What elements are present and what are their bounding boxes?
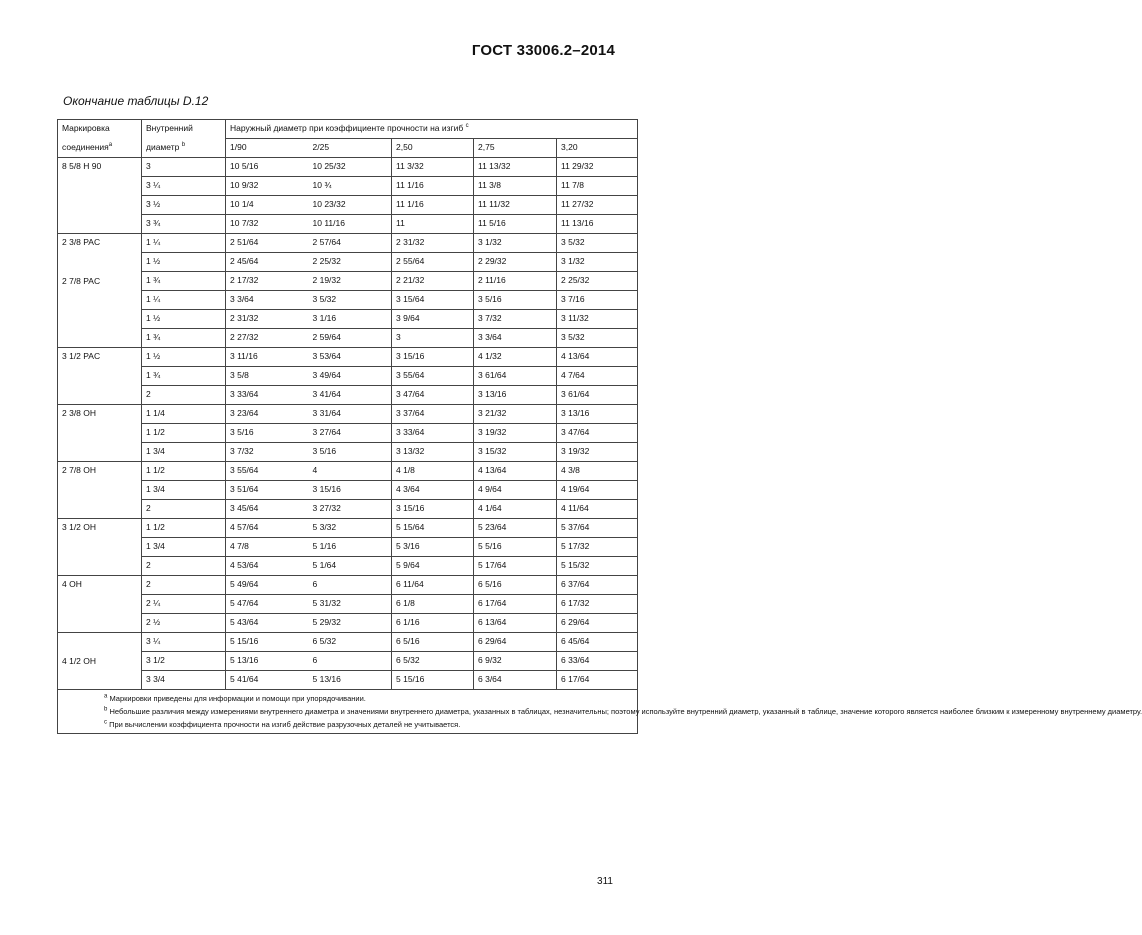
outer-diameter-cell: 5 5/16 (474, 538, 557, 557)
outer-diameter-cell: 4 (309, 462, 392, 481)
outer-diameter-cell: 3 15/16 (392, 500, 474, 519)
outer-diameter-cell: 2 55/64 (392, 253, 474, 272)
connection-label: 3 1/2 OH (58, 519, 142, 576)
outer-diameter-cell: 3 5/16 (309, 443, 392, 462)
outer-diameter-cell: 3 33/64 (392, 424, 474, 443)
outer-diameter-cell: 3 1/32 (557, 253, 638, 272)
table-row (58, 595, 638, 614)
outer-diameter-cell: 10 7/32 (226, 215, 309, 234)
footnotes (58, 690, 1142, 734)
table-row (58, 462, 638, 481)
table-row (58, 158, 638, 177)
outer-diameter-cell: 4 13/64 (557, 348, 638, 367)
outer-diameter-cell: 3 49/64 (309, 367, 392, 386)
connection-label: 4 OH (58, 576, 142, 633)
outer-diameter-cell: 4 11/64 (557, 500, 638, 519)
table-row (58, 291, 638, 310)
table-row (58, 196, 638, 215)
outer-diameter-cell: 10 9/32 (226, 177, 309, 196)
outer-diameter-cell: 3 3/64 (474, 329, 557, 348)
outer-diameter-cell: 3 7/32 (474, 310, 557, 329)
inner-diameter-cell: 3 ½ (142, 196, 226, 215)
outer-diameter-cell: 6 9/32 (474, 652, 557, 671)
outer-diameter-cell: 5 23/64 (474, 519, 557, 538)
outer-diameter-cell: 10 ¾ (309, 177, 392, 196)
outer-diameter-cell: 2 59/64 (309, 329, 392, 348)
col-mark-header: Маркировка (58, 120, 142, 139)
table-row (58, 310, 638, 329)
outer-diameter-cell: 3 37/64 (392, 405, 474, 424)
outer-diameter-cell: 3 55/64 (392, 367, 474, 386)
outer-diameter-cell: 5 17/32 (557, 538, 638, 557)
outer-diameter-cell: 6 (309, 652, 392, 671)
outer-diameter-cell: 6 (309, 576, 392, 595)
inner-diameter-cell: 2 (142, 576, 226, 595)
outer-diameter-cell: 2 25/32 (557, 272, 638, 291)
table-row (58, 652, 638, 671)
outer-diameter-cell: 6 37/64 (557, 576, 638, 595)
outer-diameter-cell: 3 31/64 (309, 405, 392, 424)
outer-diameter-cell: 3 41/64 (309, 386, 392, 405)
outer-diameter-cell: 5 31/32 (309, 595, 392, 614)
outer-diameter-cell: 6 17/64 (474, 595, 557, 614)
outer-diameter-cell: 4 13/64 (474, 462, 557, 481)
inner-diameter-cell: 1 ½ (142, 310, 226, 329)
outer-diameter-cell: 5 9/64 (392, 557, 474, 576)
outer-diameter-cell: 5 49/64 (226, 576, 309, 595)
inner-diameter-cell: 1 ¼ (142, 291, 226, 310)
table-row (58, 386, 638, 405)
table-row (58, 253, 638, 272)
outer-diameter-cell: 6 5/16 (474, 576, 557, 595)
outer-diameter-cell: 2 31/32 (392, 234, 474, 253)
table-row (58, 177, 638, 196)
outer-diameter-cell: 4 9/64 (474, 481, 557, 500)
inner-diameter-cell: 1 ¾ (142, 329, 226, 348)
factor-header: 1/90 (226, 139, 309, 158)
outer-diameter-cell: 5 15/16 (392, 671, 474, 690)
table-row (58, 405, 638, 424)
outer-diameter-cell: 3 15/16 (309, 481, 392, 500)
inner-diameter-cell: 1 1/2 (142, 424, 226, 443)
outer-diameter-cell: 6 29/64 (557, 614, 638, 633)
outer-diameter-cell: 5 41/64 (226, 671, 309, 690)
outer-diameter-cell: 6 11/64 (392, 576, 474, 595)
inner-diameter-cell: 3 ¼ (142, 177, 226, 196)
table-row (58, 367, 638, 386)
outer-diameter-cell: 3 5/8 (226, 367, 309, 386)
table-row (58, 633, 638, 652)
inner-diameter-cell: 1 ¾ (142, 272, 226, 291)
outer-diameter-cell: 5 13/16 (309, 671, 392, 690)
outer-diameter-cell: 3 23/64 (226, 405, 309, 424)
outer-diameter-cell: 10 5/16 (226, 158, 309, 177)
inner-diameter-cell: 1 ¾ (142, 367, 226, 386)
outer-diameter-cell: 2 31/32 (226, 310, 309, 329)
outer-diameter-cell: 5 13/16 (226, 652, 309, 671)
inner-diameter-cell: 1 ¼ (142, 234, 226, 253)
table-row (58, 481, 638, 500)
inner-diameter-cell: 1 1/4 (142, 405, 226, 424)
outer-diameter-cell: 5 43/64 (226, 614, 309, 633)
table-row (58, 671, 638, 690)
inner-diameter-cell: 2 ¼ (142, 595, 226, 614)
table-row (58, 500, 638, 519)
connection-label: 3 1/2 PAC (58, 348, 142, 405)
outer-diameter-cell: 3 15/32 (474, 443, 557, 462)
outer-diameter-cell: 6 45/64 (557, 633, 638, 652)
outer-diameter-cell: 10 11/16 (309, 215, 392, 234)
outer-diameter-cell: 6 33/64 (557, 652, 638, 671)
outer-diameter-cell: 3 15/64 (392, 291, 474, 310)
connection-label: 8 5/8 H 90 (58, 158, 142, 234)
outer-diameter-cell: 11 5/16 (474, 215, 557, 234)
outer-diameter-cell: 3 5/16 (474, 291, 557, 310)
outer-diameter-cell: 4 7/64 (557, 367, 638, 386)
table-row (58, 215, 638, 234)
outer-diameter-cell: 5 37/64 (557, 519, 638, 538)
outer-diameter-cell: 3 1/32 (474, 234, 557, 253)
outer-diameter-cell: 3 5/32 (557, 234, 638, 253)
outer-diameter-cell: 3 19/32 (474, 424, 557, 443)
outer-diameter-cell: 3 5/16 (226, 424, 309, 443)
col-inner-header: Внутренний (142, 120, 226, 139)
outer-diameter-cell: 3 13/32 (392, 443, 474, 462)
table-row (58, 614, 638, 633)
standard-code: ГОСТ 33006.2–2014 (471, 42, 615, 59)
outer-diameter-cell: 3 53/64 (309, 348, 392, 367)
inner-diameter-cell: 1 3/4 (142, 481, 226, 500)
outer-diameter-cell: 3 21/32 (474, 405, 557, 424)
outer-diameter-cell: 3 9/64 (392, 310, 474, 329)
outer-diameter-cell: 3 (392, 329, 474, 348)
inner-diameter-cell: 1 3/4 (142, 538, 226, 557)
outer-diameter-cell: 11 3/32 (392, 158, 474, 177)
outer-diameter-cell: 2 57/64 (309, 234, 392, 253)
outer-diameter-cell: 5 15/64 (392, 519, 474, 538)
outer-diameter-cell: 5 1/64 (309, 557, 392, 576)
col-outer-header: Наружный диаметр при коэффициенте прочности на изгиб $^c$ (226, 120, 638, 139)
outer-diameter-cell: 5 47/64 (226, 595, 309, 614)
footnote-b: $^b$ Небольшие различия между измерениями внутреннего диаметра и значениями внутреннего диаметра, указанных в таблицах, незначительны; поэтому используйте внутренний диаметр, указанный в таблице, значение которого является наиболее близким к измеренному внутреннему диаметру. (104, 706, 1142, 716)
outer-diameter-cell: 3 1/16 (309, 310, 392, 329)
table-row (58, 424, 638, 443)
outer-diameter-cell: 6 1/16 (392, 614, 474, 633)
outer-diameter-cell: 4 1/64 (474, 500, 557, 519)
outer-diameter-cell: 3 19/32 (557, 443, 638, 462)
table-row (58, 272, 638, 291)
outer-diameter-cell: 6 5/32 (392, 652, 474, 671)
outer-diameter-cell: 11 11/32 (474, 196, 557, 215)
outer-diameter-cell: 10 25/32 (309, 158, 392, 177)
table-row (58, 234, 638, 253)
table-row (58, 519, 638, 538)
outer-diameter-cell: 3 47/64 (557, 424, 638, 443)
col-inner-header-line2: диаметр $^b$ (142, 139, 226, 158)
outer-diameter-cell: 11 1/16 (392, 196, 474, 215)
outer-diameter-cell: 3 7/32 (226, 443, 309, 462)
footnote-c: $^c$ При вычислении коэффициента прочности на изгиб действие разрузочных деталей не учитывается. (104, 719, 461, 729)
inner-diameter-cell: 1 ½ (142, 348, 226, 367)
outer-diameter-cell: 3 55/64 (226, 462, 309, 481)
outer-diameter-cell: 2 11/16 (474, 272, 557, 291)
outer-diameter-cell: 3 7/16 (557, 291, 638, 310)
inner-diameter-cell: 1 1/2 (142, 462, 226, 481)
outer-diameter-cell: 6 1/8 (392, 595, 474, 614)
outer-diameter-cell: 3 5/32 (557, 329, 638, 348)
outer-diameter-cell: 3 33/64 (226, 386, 309, 405)
outer-diameter-cell: 11 7/8 (557, 177, 638, 196)
factor-header: 2,50 (392, 139, 474, 158)
connection-label: 2 3/8 OH (58, 405, 142, 462)
inner-diameter-cell: 3 ¼ (142, 633, 226, 652)
factor-header: 3,20 (557, 139, 638, 158)
outer-diameter-cell: 3 51/64 (226, 481, 309, 500)
footnote-a: $^a$ Маркировки приведены для информации и помощи при упорядочивании. (104, 693, 366, 703)
outer-diameter-cell: 3 27/64 (309, 424, 392, 443)
outer-diameter-cell: 3 5/32 (309, 291, 392, 310)
outer-diameter-cell: 11 27/32 (557, 196, 638, 215)
outer-diameter-cell: 5 3/32 (309, 519, 392, 538)
inner-diameter-cell: 2 (142, 557, 226, 576)
outer-diameter-cell: 4 19/64 (557, 481, 638, 500)
outer-diameter-cell: 2 25/32 (309, 253, 392, 272)
outer-diameter-cell: 3 47/64 (392, 386, 474, 405)
outer-diameter-cell: 6 5/32 (309, 633, 392, 652)
outer-diameter-cell: 11 13/16 (557, 215, 638, 234)
factor-header: 2/25 (309, 139, 392, 158)
outer-diameter-cell: 6 5/16 (392, 633, 474, 652)
outer-diameter-cell: 5 1/16 (309, 538, 392, 557)
outer-diameter-cell: 2 19/32 (309, 272, 392, 291)
outer-diameter-cell: 11 13/32 (474, 158, 557, 177)
outer-diameter-cell: 6 13/64 (474, 614, 557, 633)
page-number: 311 (597, 876, 613, 887)
outer-diameter-cell: 4 57/64 (226, 519, 309, 538)
outer-diameter-cell: 2 51/64 (226, 234, 309, 253)
table-caption: Окончание таблицы D.12 (63, 94, 209, 108)
connection-label: 2 7/8 OH (58, 462, 142, 519)
table-row (58, 538, 638, 557)
outer-diameter-cell: 3 11/32 (557, 310, 638, 329)
table-row (58, 348, 638, 367)
table-body (58, 158, 638, 690)
outer-diameter-cell: 11 29/32 (557, 158, 638, 177)
outer-diameter-cell: 3 11/16 (226, 348, 309, 367)
outer-diameter-cell: 2 17/32 (226, 272, 309, 291)
col-mark-header-line2: соединения$^a$ (58, 139, 142, 158)
inner-diameter-cell: 3 1/2 (142, 652, 226, 671)
outer-diameter-cell: 5 29/32 (309, 614, 392, 633)
outer-diameter-cell: 6 3/64 (474, 671, 557, 690)
outer-diameter-cell: 3 3/64 (226, 291, 309, 310)
table-row (58, 576, 638, 595)
connection-label: 2 3/8 PAC 2 7/8 PAC (58, 234, 142, 348)
outer-diameter-cell: 4 7/8 (226, 538, 309, 557)
table-row (58, 443, 638, 462)
outer-diameter-cell: 5 3/16 (392, 538, 474, 557)
inner-diameter-cell: 1 3/4 (142, 443, 226, 462)
outer-diameter-cell: 3 13/16 (557, 405, 638, 424)
factor-header: 2,75 (474, 139, 557, 158)
outer-diameter-cell: 2 27/32 (226, 329, 309, 348)
outer-diameter-cell: 11 3/8 (474, 177, 557, 196)
outer-diameter-cell: 2 21/32 (392, 272, 474, 291)
outer-diameter-cell: 6 29/64 (474, 633, 557, 652)
outer-diameter-cell: 5 17/64 (474, 557, 557, 576)
outer-diameter-cell: 3 13/16 (474, 386, 557, 405)
outer-diameter-cell: 11 1/16 (392, 177, 474, 196)
inner-diameter-cell: 3 (142, 158, 226, 177)
outer-diameter-cell: 6 17/64 (557, 671, 638, 690)
table-row (58, 557, 638, 576)
outer-diameter-cell: 5 15/32 (557, 557, 638, 576)
outer-diameter-cell: 4 1/32 (474, 348, 557, 367)
inner-diameter-cell: 3 ¾ (142, 215, 226, 234)
inner-diameter-cell: 2 (142, 386, 226, 405)
outer-diameter-cell: 3 61/64 (557, 386, 638, 405)
outer-diameter-cell: 6 17/32 (557, 595, 638, 614)
outer-diameter-cell: 4 3/8 (557, 462, 638, 481)
outer-diameter-cell: 3 27/32 (309, 500, 392, 519)
outer-diameter-cell: 4 3/64 (392, 481, 474, 500)
outer-diameter-cell: 4 1/8 (392, 462, 474, 481)
outer-diameter-cell: 4 53/64 (226, 557, 309, 576)
inner-diameter-cell: 2 (142, 500, 226, 519)
inner-diameter-cell: 3 3/4 (142, 671, 226, 690)
outer-diameter-cell: 10 23/32 (309, 196, 392, 215)
inner-diameter-cell: 1 ½ (142, 253, 226, 272)
outer-diameter-cell: 2 45/64 (226, 253, 309, 272)
outer-diameter-cell: 3 61/64 (474, 367, 557, 386)
inner-diameter-cell: 2 ½ (142, 614, 226, 633)
connection-label: 4 1/2 OH (58, 633, 142, 690)
outer-diameter-cell: 3 45/64 (226, 500, 309, 519)
outer-diameter-cell: 5 15/16 (226, 633, 309, 652)
outer-diameter-cell: 11 (392, 215, 474, 234)
table-row (58, 329, 638, 348)
outer-diameter-cell: 3 15/16 (392, 348, 474, 367)
outer-diameter-cell: 2 29/32 (474, 253, 557, 272)
inner-diameter-cell: 1 1/2 (142, 519, 226, 538)
dimension-table (57, 119, 1142, 734)
outer-diameter-cell: 10 1/4 (226, 196, 309, 215)
